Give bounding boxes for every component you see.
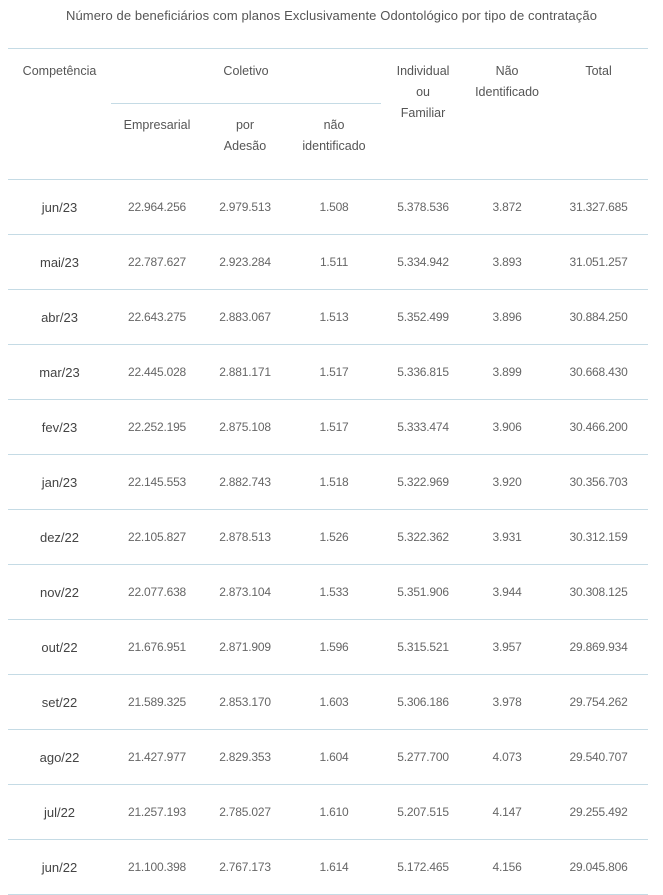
cell-individual-familiar: 5.351.906	[381, 565, 465, 620]
cell-empresarial: 21.257.193	[111, 785, 203, 840]
cell-por-adesao: 2.979.513	[203, 180, 287, 235]
cell-individual-familiar: 5.322.969	[381, 455, 465, 510]
cell-empresarial: 21.427.977	[111, 730, 203, 785]
cell-nao-identificado: 3.893	[465, 235, 549, 290]
cell-nao-identificado: 3.931	[465, 510, 549, 565]
cell-total: 31.327.685	[549, 180, 648, 235]
cell-nao-identificado-coletivo: 1.517	[287, 400, 381, 455]
table-row	[8, 345, 648, 400]
cell-nao-identificado-coletivo: 1.596	[287, 620, 381, 675]
cell-total: 30.668.430	[549, 345, 648, 400]
cell-individual-familiar: 5.378.536	[381, 180, 465, 235]
table-row	[8, 180, 648, 235]
cell-competencia: abr/23	[8, 290, 111, 345]
cell-nao-identificado-coletivo: 1.518	[287, 455, 381, 510]
header-coletivo	[111, 49, 381, 104]
cell-competencia: jul/22	[8, 785, 111, 840]
table-row	[8, 400, 648, 455]
cell-nao-identificado-coletivo: 1.614	[287, 840, 381, 895]
table-row	[8, 785, 648, 840]
table-title: Número de beneficiários com planos Exclusivamente Odontológico por tipo de contratação	[65, 8, 598, 23]
cell-nao-identificado-coletivo: 1.533	[287, 565, 381, 620]
cell-individual-familiar: 5.172.465	[381, 840, 465, 895]
cell-nao-identificado: 4.156	[465, 840, 549, 895]
header-nao-identificado-line1: Não	[495, 64, 519, 78]
cell-empresarial: 22.445.028	[111, 345, 203, 400]
header-empresarial-label: Empresarial	[123, 117, 191, 132]
cell-individual-familiar: 5.333.474	[381, 400, 465, 455]
cell-nao-identificado: 3.872	[465, 180, 549, 235]
cell-nao-identificado-coletivo: 1.604	[287, 730, 381, 785]
cell-nao-identificado: 3.957	[465, 620, 549, 675]
cell-individual-familiar: 5.334.942	[381, 235, 465, 290]
cell-total: 30.884.250	[549, 290, 648, 345]
cell-nao-identificado-coletivo: 1.513	[287, 290, 381, 345]
header-por-adesao-line2: Adesão	[223, 138, 267, 153]
header-individual-line3: Familiar	[400, 106, 446, 120]
cell-empresarial: 21.676.951	[111, 620, 203, 675]
cell-competencia: ago/22	[8, 730, 111, 785]
cell-nao-identificado: 3.944	[465, 565, 549, 620]
header-por-adesao-line1: por	[235, 117, 255, 132]
cell-nao-identificado: 3.920	[465, 455, 549, 510]
beneficiaries-table	[8, 48, 648, 895]
cell-competencia: dez/22	[8, 510, 111, 565]
cell-total: 30.356.703	[549, 455, 648, 510]
table-header	[8, 49, 648, 180]
cell-por-adesao: 2.878.513	[203, 510, 287, 565]
cell-empresarial: 22.145.553	[111, 455, 203, 510]
cell-total: 30.308.125	[549, 565, 648, 620]
table-row	[8, 235, 648, 290]
header-total-label: Total	[585, 64, 612, 78]
cell-empresarial: 21.100.398	[111, 840, 203, 895]
table-row	[8, 675, 648, 730]
table-body	[8, 180, 648, 895]
cell-empresarial: 22.643.275	[111, 290, 203, 345]
cell-nao-identificado-coletivo: 1.508	[287, 180, 381, 235]
header-total	[549, 49, 648, 180]
header-por-adesao	[203, 104, 287, 180]
table-row	[8, 620, 648, 675]
header-nao-identificado-coletivo-line2: identificado	[302, 138, 366, 153]
cell-total: 30.466.200	[549, 400, 648, 455]
cell-total: 30.312.159	[549, 510, 648, 565]
header-individual-line1: Individual	[396, 64, 450, 78]
table-row	[8, 290, 648, 345]
cell-nao-identificado: 4.073	[465, 730, 549, 785]
cell-total: 29.045.806	[549, 840, 648, 895]
header-nao-identificado-coletivo-line1: não	[323, 117, 345, 132]
cell-empresarial: 22.787.627	[111, 235, 203, 290]
cell-competencia: jun/23	[8, 180, 111, 235]
cell-empresarial: 22.077.638	[111, 565, 203, 620]
table-row	[8, 565, 648, 620]
header-coletivo-label: Coletivo	[223, 64, 269, 78]
header-empresarial	[111, 104, 203, 180]
header-nao-identificado-line2: Identificado	[475, 85, 539, 99]
cell-nao-identificado-coletivo: 1.526	[287, 510, 381, 565]
cell-nao-identificado: 3.906	[465, 400, 549, 455]
header-competencia-label: Competência	[22, 64, 97, 78]
cell-total: 29.540.707	[549, 730, 648, 785]
cell-individual-familiar: 5.207.515	[381, 785, 465, 840]
cell-empresarial: 21.589.325	[111, 675, 203, 730]
cell-empresarial: 22.105.827	[111, 510, 203, 565]
header-nao-identificado-coletivo	[287, 104, 381, 180]
table-row	[8, 730, 648, 785]
cell-por-adesao: 2.883.067	[203, 290, 287, 345]
cell-individual-familiar: 5.336.815	[381, 345, 465, 400]
cell-nao-identificado-coletivo: 1.603	[287, 675, 381, 730]
cell-nao-identificado: 3.978	[465, 675, 549, 730]
cell-por-adesao: 2.873.104	[203, 565, 287, 620]
cell-por-adesao: 2.881.171	[203, 345, 287, 400]
cell-nao-identificado: 3.896	[465, 290, 549, 345]
header-nao-identificado	[465, 49, 549, 180]
cell-total: 29.869.934	[549, 620, 648, 675]
cell-individual-familiar: 5.306.186	[381, 675, 465, 730]
cell-competencia: out/22	[8, 620, 111, 675]
cell-total: 29.754.262	[549, 675, 648, 730]
cell-por-adesao: 2.829.353	[203, 730, 287, 785]
cell-competencia: set/22	[8, 675, 111, 730]
cell-individual-familiar: 5.277.700	[381, 730, 465, 785]
cell-total: 31.051.257	[549, 235, 648, 290]
cell-competencia: fev/23	[8, 400, 111, 455]
cell-por-adesao: 2.767.173	[203, 840, 287, 895]
cell-individual-familiar: 5.315.521	[381, 620, 465, 675]
cell-por-adesao: 2.923.284	[203, 235, 287, 290]
header-individual-familiar	[381, 49, 465, 180]
header-competencia	[8, 49, 111, 180]
cell-nao-identificado-coletivo: 1.610	[287, 785, 381, 840]
cell-nao-identificado-coletivo: 1.517	[287, 345, 381, 400]
coletivo-divider	[111, 103, 381, 104]
cell-por-adesao: 2.871.909	[203, 620, 287, 675]
cell-competencia: mai/23	[8, 235, 111, 290]
table-row	[8, 840, 648, 895]
cell-competencia: nov/22	[8, 565, 111, 620]
cell-empresarial: 22.252.195	[111, 400, 203, 455]
cell-nao-identificado-coletivo: 1.511	[287, 235, 381, 290]
header-individual-line2: ou	[416, 85, 430, 99]
cell-total: 29.255.492	[549, 785, 648, 840]
cell-nao-identificado: 3.899	[465, 345, 549, 400]
cell-nao-identificado: 4.147	[465, 785, 549, 840]
cell-por-adesao: 2.785.027	[203, 785, 287, 840]
cell-individual-familiar: 5.322.362	[381, 510, 465, 565]
table-row	[8, 455, 648, 510]
cell-empresarial: 22.964.256	[111, 180, 203, 235]
cell-competencia: jan/23	[8, 455, 111, 510]
header-row-1	[8, 49, 648, 104]
cell-por-adesao: 2.882.743	[203, 455, 287, 510]
table-row	[8, 510, 648, 565]
cell-competencia: mar/23	[8, 345, 111, 400]
cell-por-adesao: 2.853.170	[203, 675, 287, 730]
cell-competencia: jun/22	[8, 840, 111, 895]
cell-individual-familiar: 5.352.499	[381, 290, 465, 345]
cell-por-adesao: 2.875.108	[203, 400, 287, 455]
